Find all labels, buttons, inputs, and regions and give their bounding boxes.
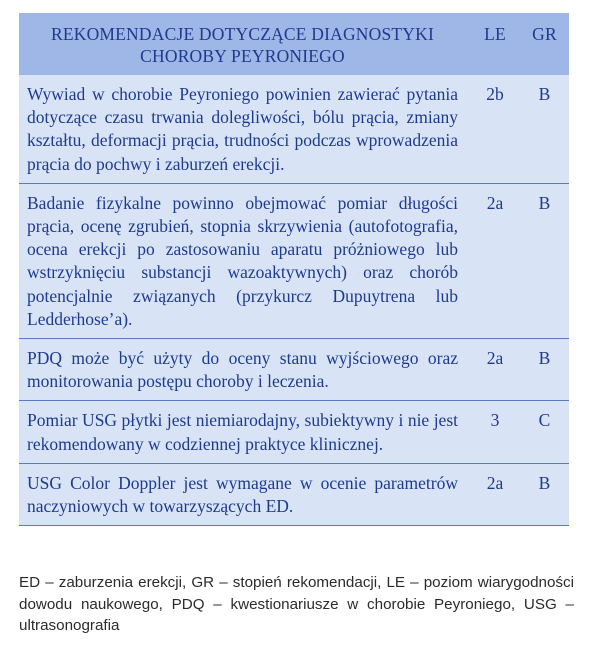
table-header: [19, 13, 569, 75]
le-value: 2a: [470, 183, 520, 338]
header-gr: GR: [532, 24, 557, 44]
recommendation-text: Badanie fizykalne powinno obejmować pomiar długości prącia, ocenę zgrubień, stopnia skrzywienia (autofotografia, ocena erekcji po zastosowaniu aparatu próżniowego lub wstrzyknięciu substancji wazoaktywnych) oraz chorób potencjalnie związanych (przykurcz Dupuytrena lub Ledderhose’a).: [19, 183, 470, 338]
table-row: [19, 183, 569, 338]
table-row: [19, 463, 569, 525]
recommendation-text: USG Color Doppler jest wymagane w ocenie parametrów naczyniowych w towarzyszących ED.: [19, 463, 470, 525]
le-value: 2a: [470, 463, 520, 525]
gr-value: B: [520, 75, 569, 183]
table-row: [19, 339, 569, 401]
le-value: 3: [470, 401, 520, 463]
recommendations-table-container: [19, 13, 569, 526]
table-body: [19, 75, 569, 526]
gr-value: B: [520, 339, 569, 401]
recommendation-text: Pomiar USG płytki jest niemiarodajny, subiektywny i nie jest rekomendowany w codziennej praktyce klinicznej.: [19, 401, 470, 463]
header-le: LE: [484, 24, 506, 44]
gr-value: B: [520, 463, 569, 525]
gr-value: C: [520, 401, 569, 463]
abbreviations-footnote: ED – zaburzenia erekcji, GR – stopień rekomendacji, LE – poziom wiarygodności dowodu naukowego, PDQ – kwestionariusze w chorobie Peyroniego, USG – ultrasonografia: [19, 574, 574, 634]
table-row: [19, 401, 569, 463]
recommendation-text: Wywiad w chorobie Peyroniego powinien zawierać pytania dotyczące czasu trwania dolegliwości, bólu prącia, zmiany kształtu, deformacji prącia, trudności podczas wprowadzenia prącia do pochwy i zaburzeń erekcji.: [19, 75, 470, 183]
recommendations-table: [19, 13, 569, 526]
table-row: [19, 75, 569, 183]
le-value: 2b: [470, 75, 520, 183]
header-row: [19, 13, 569, 75]
header-recommendation: REKOMENDACJE DOTYCZĄCE DIAGNOSTYKI CHOROBY PEYRONIEGO: [50, 24, 435, 66]
le-value: 2a: [470, 339, 520, 401]
gr-value: B: [520, 183, 569, 338]
recommendation-text: PDQ może być użyty do oceny stanu wyjściowego oraz monitorowania postępu choroby i leczenia.: [19, 339, 470, 401]
